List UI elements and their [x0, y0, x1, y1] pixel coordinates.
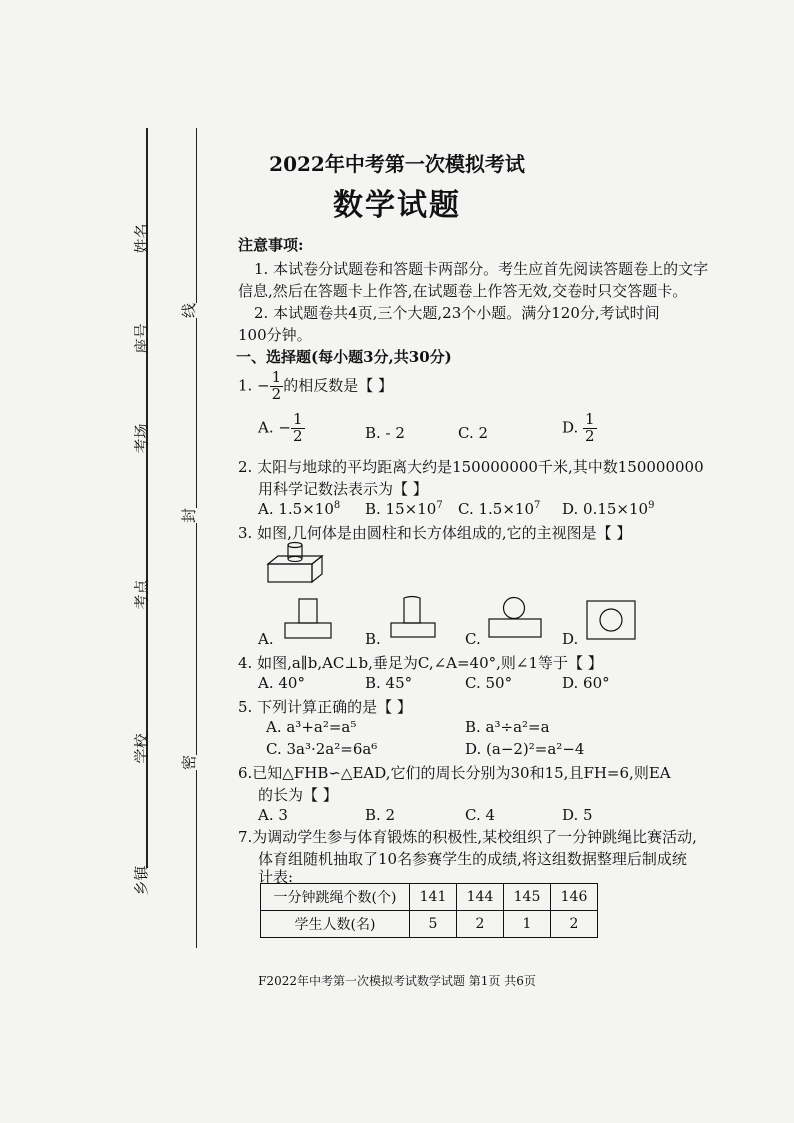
option-text: A. 1.5×10: [258, 500, 334, 518]
table-cell: 2: [551, 911, 598, 938]
question-5-option-d: D. (a−2)²=a²−4: [465, 740, 585, 758]
binding-label-school: 学校: [132, 733, 151, 764]
question-1-text: 的相反数是【 】: [283, 376, 393, 395]
question-6-option-b: B. 2: [365, 806, 396, 824]
option-exponent: 7: [436, 500, 443, 511]
seal-mark-line: 线: [180, 302, 199, 319]
binding-label-name: 姓名: [132, 223, 151, 254]
question-4-option-d: D. 60°: [562, 674, 610, 692]
binding-label-site: 考点: [132, 579, 151, 610]
question-6-line-2: 的长为【 】: [258, 786, 338, 804]
question-5-option-a: A. a³+a²=a⁵: [266, 718, 357, 736]
notice-heading: 注意事项:: [238, 236, 304, 254]
question-3-option-c-label: C.: [465, 630, 481, 648]
option-fraction: [583, 412, 597, 445]
question-1: [238, 370, 393, 403]
table-row: [261, 911, 598, 938]
binding-label-seat: 座号: [132, 323, 151, 354]
question-6-option-c: C. 4: [465, 806, 496, 824]
question-5-option-b: B. a³÷a²=a: [465, 718, 550, 736]
table-cell: 2: [457, 911, 504, 938]
page-footer: F2022年中考第一次模拟考试数学试题 第1页 共6页: [258, 974, 536, 988]
option-exponent: 7: [534, 500, 541, 511]
fraction-denominator: 2: [292, 426, 303, 445]
table-cell: 146: [551, 884, 598, 911]
question-2-option-b: [365, 500, 443, 518]
option-text: C. 1.5×10: [458, 500, 534, 518]
question-7-line-3: 计表:: [258, 868, 294, 886]
table-row: [261, 884, 598, 911]
table-header-cell: 一分钟跳绳个数(个): [261, 884, 410, 911]
notice-line-4: 100分钟。: [238, 326, 312, 344]
table-cell: 1: [504, 911, 551, 938]
binding-label-room: 考场: [132, 423, 151, 454]
table-cell: 144: [457, 884, 504, 911]
question-1-number: 1.: [238, 376, 253, 395]
question-2-option-c: [458, 500, 540, 518]
option-label: A.: [258, 418, 274, 437]
question-7-line-2: 体育组随机抽取了10名参赛学生的成绩,将这组数据整理后制成统: [258, 850, 687, 868]
binding-label-town: 乡镇: [132, 865, 151, 896]
section-1-heading: 一、选择题(每小题3分,共30分): [236, 348, 452, 366]
front-view-option-c: [488, 596, 544, 640]
solid-figure-cylinder-on-box: [262, 542, 328, 590]
question-1-option-b: B. - 2: [365, 424, 405, 442]
question-4-option-a: A. 40°: [258, 674, 305, 692]
jump-rope-stats-table: [260, 883, 598, 938]
question-1-sign: −: [257, 376, 270, 395]
exam-title: 2022年中考第一次模拟考试: [269, 152, 525, 176]
question-5-option-c: C. 3a³·2a²=6a⁶: [266, 740, 378, 758]
seal-mark-secret: 密: [180, 754, 199, 771]
table-cell: 5: [410, 911, 457, 938]
notice-line-2: 信息,然后在答题卡上作答,在试题卷上作答无效,交卷时只交答题卡。: [238, 282, 688, 300]
option-exponent: 8: [333, 500, 341, 511]
question-3-option-d-label: D.: [562, 630, 579, 648]
seal-mark-seal: 封: [180, 507, 199, 524]
question-3-option-b-label: B.: [365, 630, 381, 648]
option-sign: −: [278, 418, 291, 437]
fraction-numerator: 1: [292, 410, 303, 428]
fraction-numerator: 1: [585, 410, 595, 428]
option-exponent: 9: [648, 500, 655, 511]
fraction-numerator: 1: [271, 368, 282, 386]
option-fraction: [291, 412, 305, 445]
question-6-option-d: D. 5: [562, 806, 593, 824]
question-3: 3. 如图,几何体是由圆柱和长方体组成的,它的主视图是【 】: [238, 524, 632, 542]
question-1-option-c: C. 2: [458, 424, 489, 442]
question-1-fraction: [270, 370, 284, 403]
option-text: D. 0.15×10: [562, 500, 649, 518]
question-6-line-1: 6.已知△FHB∽△EAD,它们的周长分别为30和15,且FH=6,则EA: [238, 764, 671, 782]
table-cell: 145: [504, 884, 551, 911]
question-3-option-a-label: A.: [258, 630, 274, 648]
question-7-line-1: 7.为调动学生参与体育锻炼的积极性,某校组织了一分钟跳绳比赛活动,: [238, 828, 697, 846]
front-view-option-a: [284, 598, 334, 640]
question-1-option-d: [562, 412, 597, 445]
exam-subtitle: 数学试题: [333, 188, 461, 223]
question-6-option-a: A. 3: [258, 806, 288, 824]
table-header-cell: 学生人数(名): [261, 911, 410, 938]
front-view-option-d: [586, 600, 638, 642]
fraction-denominator: 2: [585, 426, 595, 445]
fraction-denominator: 2: [271, 384, 282, 403]
question-4: 4. 如图,a∥b,AC⊥b,垂足为C,∠A=40°,则∠1等于【 】: [238, 654, 603, 672]
question-5: 5. 下列计算正确的是【 】: [238, 698, 412, 716]
question-1-option-a: [258, 412, 305, 445]
notice-line-3: 2. 本试题卷共4页,三个大题,23个小题。满分120分,考试时间: [254, 304, 660, 322]
option-text: B. 15×10: [365, 500, 437, 518]
question-4-option-b: B. 45°: [365, 674, 413, 692]
option-label: D.: [562, 418, 579, 437]
table-cell: 141: [410, 884, 457, 911]
notice-line-1: 1. 本试卷分试题卷和答题卡两部分。考生应首先阅读答题卷上的文字: [254, 260, 709, 278]
front-view-option-b: [390, 596, 438, 640]
question-2-line-1: 2. 太阳与地球的平均距离大约是150000000千米,其中数150000000: [238, 458, 704, 476]
question-2-line-2: 用科学记数法表示为【 】: [258, 480, 428, 498]
question-4-option-c: C. 50°: [465, 674, 513, 692]
question-2-option-a: [258, 500, 340, 518]
binding-margin-line-right: [196, 128, 197, 948]
question-2-option-d: [562, 500, 654, 518]
